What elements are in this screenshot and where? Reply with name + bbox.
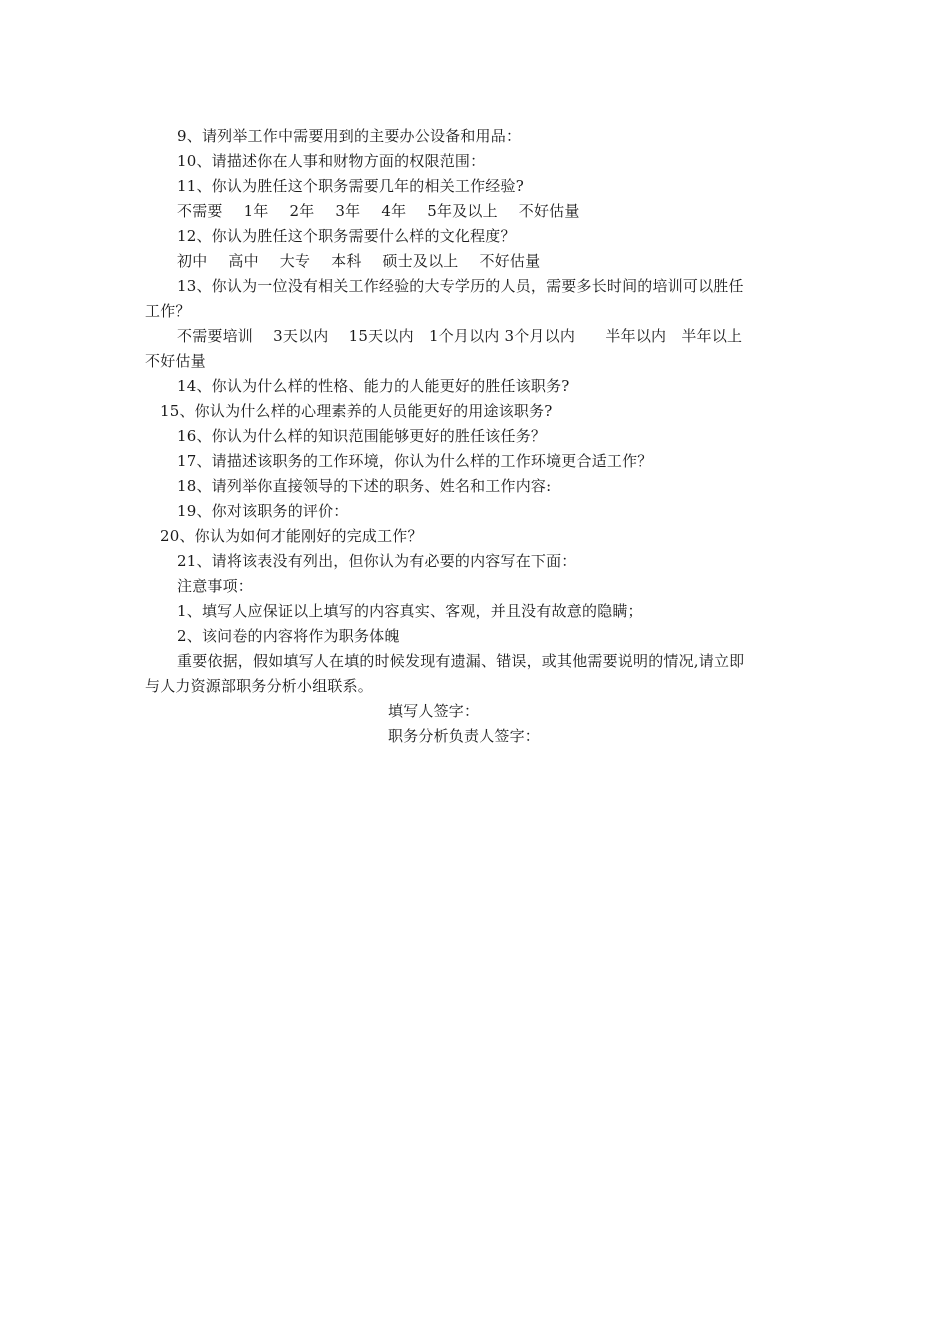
question-18: 18、请列举你直接领导的下述的职务、姓名和工作内容: bbox=[177, 477, 552, 495]
question-12-options bbox=[145, 249, 813, 274]
note-item-2: 2、该问卷的内容将作为职务体魄 bbox=[177, 627, 400, 645]
note-item-3-line-2: 与人力资源部职务分析小组联系。 bbox=[145, 677, 374, 695]
question-17: 17、请描述该职务的工作环境，你认为什么样的工作环境更合适工作？ bbox=[177, 452, 653, 470]
option: 4年 bbox=[381, 202, 407, 220]
option: 本科 bbox=[331, 252, 362, 270]
question-21: 21、请将该表没有列出，但你认为有必要的内容写在下面： bbox=[177, 552, 577, 570]
question-16: 16、你认为什么样的知识范围能够更好的胜任该任务？ bbox=[177, 427, 547, 445]
question-14: 14、你认为什么样的性格、能力的人能更好的胜任该职务? bbox=[177, 377, 570, 395]
questionnaire-body bbox=[145, 124, 813, 749]
question-11-options bbox=[145, 199, 813, 224]
notes-heading: 注意事项： bbox=[177, 577, 254, 595]
question-13-line-1: 13、你认为一位没有相关工作经验的大专学历的人员，需要多长时间的培训可以胜任 bbox=[177, 277, 744, 295]
question-20: 20、你认为如何才能刚好的完成工作？ bbox=[160, 527, 423, 545]
filler-signature-label: 填写人签字： bbox=[388, 702, 480, 720]
option: 初中 bbox=[177, 252, 208, 270]
question-13-line-2: 工作？ bbox=[145, 302, 191, 320]
option: 大专 bbox=[279, 252, 311, 270]
option: 1年 bbox=[243, 202, 269, 220]
option: 高中 bbox=[228, 252, 259, 270]
question-12: 12、你认为胜任这个职务需要什么样的文化程度？ bbox=[177, 227, 516, 245]
note-item-3-line-1: 重要依据，假如填写人在填的时候发现有遗漏、错误，或其他需要说明的情况,请立即 bbox=[177, 652, 745, 670]
question-9: 9、请列举工作中需要用到的主要办公设备和用品： bbox=[177, 127, 522, 145]
question-10: 10、请描述你在人事和财物方面的权限范围： bbox=[177, 152, 486, 170]
question-19: 19、你对该职务的评价： bbox=[177, 502, 349, 520]
question-13-options-line-1: 不需要培训 3天以内 15天以内 1个月以内 3个月以内 半年以内 半年以上 bbox=[177, 327, 743, 345]
question-13-options-line-2: 不好估量 bbox=[145, 352, 206, 370]
option: 3年 bbox=[335, 202, 361, 220]
option: 不需要 bbox=[177, 202, 223, 220]
option: 2年 bbox=[289, 202, 315, 220]
note-item-1: 1、填写人应保证以上填写的内容真实、客观，并且没有故意的隐瞒； bbox=[177, 602, 643, 620]
option: 硕士及以上 bbox=[382, 252, 459, 270]
question-15: 15、你认为什么样的心理素养的人员能更好的用途该职务? bbox=[160, 402, 553, 420]
option: 不好估量 bbox=[479, 252, 541, 270]
option: 5年及以上 bbox=[427, 202, 498, 220]
question-11: 11、你认为胜任这个职务需要几年的相关工作经验? bbox=[177, 177, 524, 195]
analyst-signature-label: 职务分析负责人签字： bbox=[388, 727, 541, 745]
option: 不好估量 bbox=[518, 202, 580, 220]
